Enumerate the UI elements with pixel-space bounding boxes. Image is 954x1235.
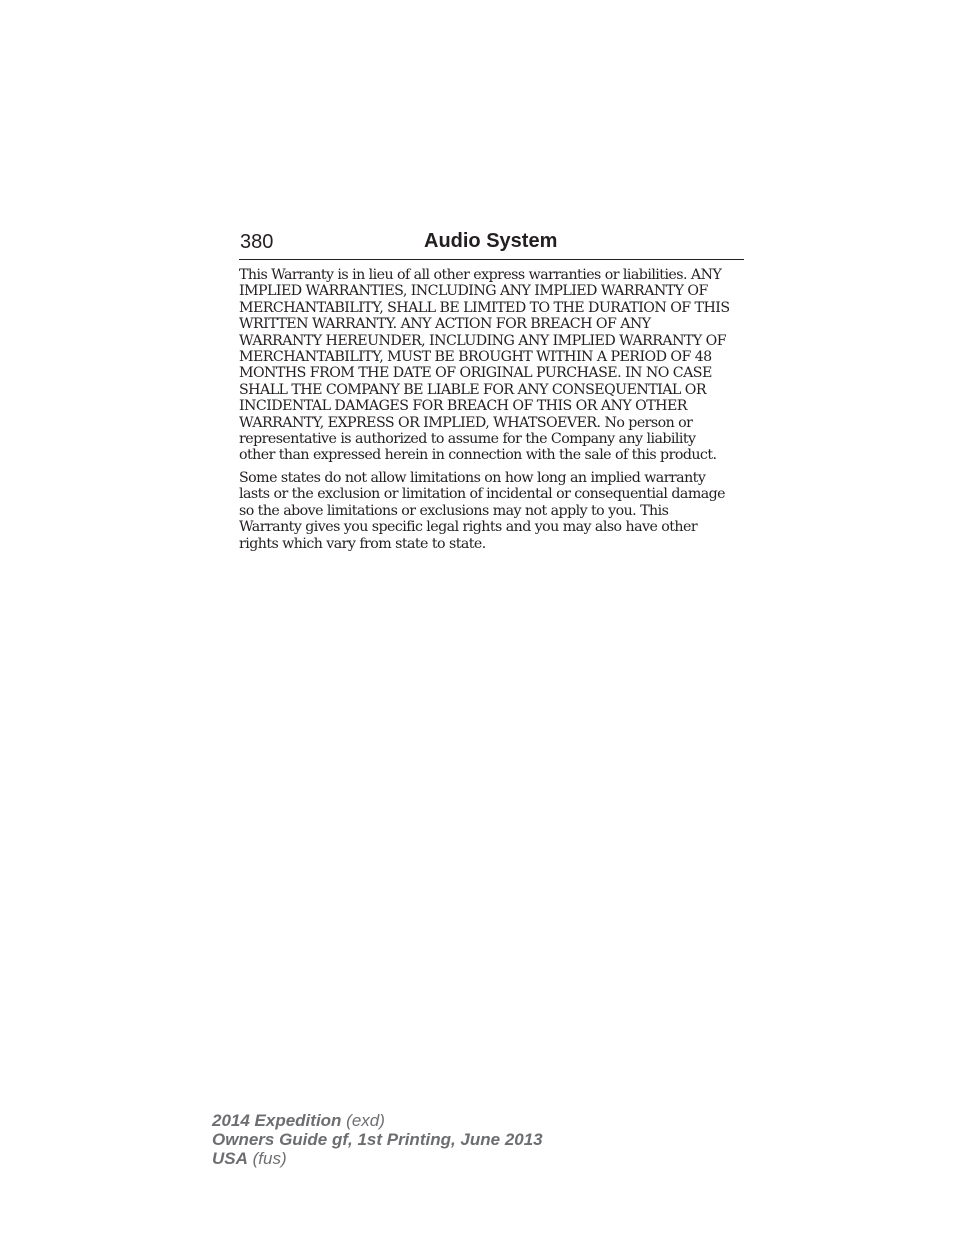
text-line: IMPLIED WARRANTIES, INCLUDING ANY IMPLIED WARRANTY OF (239, 283, 708, 300)
text-line: Some states do not allow limitations on how long an implied warranty (239, 469, 706, 486)
page-number: 380 (240, 231, 274, 253)
text-line: rights which vary from state to state. (239, 535, 486, 552)
page-header (239, 228, 744, 260)
footer-market: USA (212, 1149, 248, 1168)
text-line: INCIDENTAL DAMAGES FOR BREACH OF THIS OR ANY OTHER (239, 398, 687, 415)
text-line: lasts or the exclusion or limitation of incidental or consequential damage (239, 486, 726, 503)
text-line: MERCHANTABILITY, MUST BE BROUGHT WITHIN A PERIOD OF 48 (239, 349, 712, 366)
footer-market-line (212, 1149, 543, 1168)
text-line: This Warranty is in lieu of all other express warranties or liabilities. ANY (239, 267, 722, 283)
text-line: MONTHS FROM THE DATE OF ORIGINAL PURCHASE. IN NO CASE (239, 365, 712, 382)
text-line: WARRANTY HEREUNDER, INCLUDING ANY IMPLIED WARRANTY OF (239, 332, 727, 349)
text-line: SHALL THE COMPANY BE LIABLE FOR ANY CONSEQUENTIAL OR (239, 381, 706, 398)
footer-guide: Owners Guide gf, 1st Printing, June 2013 (212, 1130, 543, 1149)
footer-market-code: (fus) (252, 1149, 287, 1168)
footer-model: 2014 Expedition (212, 1111, 342, 1130)
text-line: WARRANTY, EXPRESS OR IMPLIED, WHATSOEVER. No person or (239, 414, 693, 431)
text-line: Warranty gives you specific legal rights and you may also have other (239, 519, 698, 536)
text-line: other than expressed herein in connection with the sale of this product. (239, 447, 717, 464)
text-line: so the above limitations or exclusions may not apply to you. This (239, 502, 669, 519)
text-line: representative is authorized to assume for the Company any liability (239, 431, 696, 448)
warranty-paragraph-2 (239, 470, 745, 552)
text-line: WRITTEN WARRANTY. ANY ACTION FOR BREACH OF ANY (239, 316, 651, 333)
warranty-text (239, 267, 745, 558)
footer-model-code: (exd) (346, 1111, 385, 1130)
footer-model-line (212, 1111, 543, 1130)
warranty-paragraph-1 (239, 267, 745, 464)
section-title: Audio System (424, 230, 558, 252)
text-line: MERCHANTABILITY, SHALL BE LIMITED TO THE DURATION OF THIS (239, 299, 730, 316)
page-footer (212, 1111, 543, 1168)
